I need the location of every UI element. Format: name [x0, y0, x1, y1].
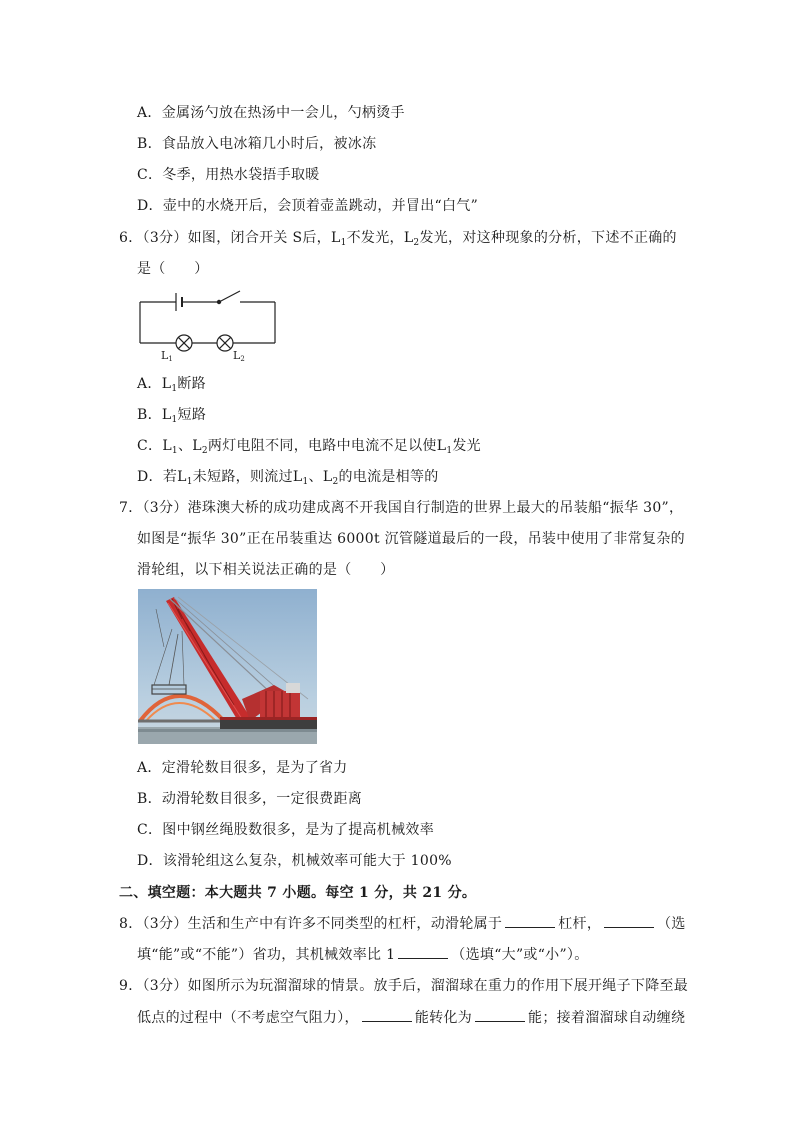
q7-option-c: C．图中钢丝绳股数很多，是为了提高机械效率 — [137, 822, 435, 838]
q7-stem-line3: 滑轮组，以下相关说法正确的是（ ） — [137, 562, 395, 578]
switch-blade — [219, 291, 240, 302]
q6-stem-line1: 6．（3分）如图，闭合开关 S后，$L_1$不发光，$L_2$发光，对这种现象的分析，下述不正确的 — [119, 230, 677, 248]
q7-stem-line2: 如图是“振华 30”正在吊装重达 6000t 沉管隧道最后的一段，吊装中使用了非常复杂的 — [137, 531, 685, 547]
label-l2: L2 — [233, 349, 245, 363]
q9-blank-1[interactable] — [362, 1009, 412, 1022]
q9-blank-2[interactable] — [475, 1009, 525, 1022]
label-l1: L1 — [161, 349, 173, 363]
q9-stem-line2: 低点的过程中（不考虑空气阻力）， 能转化为 能；接着溜溜球自动缠绕 — [137, 1010, 686, 1026]
q7-option-a: A．定滑轮数目很多，是为了省力 — [137, 760, 348, 776]
section-heading-fill-in: 二、填空题：本大题共 7 小题。每空 1 分，共 21 分。 — [119, 885, 477, 901]
q7-option-d: D．该滑轮组这么复杂，机械效率可能大于 100% — [137, 853, 452, 869]
q6-option-a: A．$L_1$断路 — [137, 376, 206, 394]
q6-option-d: D．若$L_1$未短路，则流过$L_1$、$L_2$的电流是相等的 — [137, 469, 439, 487]
q8-blank-1[interactable] — [505, 915, 555, 928]
q5-option-b: B．食品放入电冰箱几小时后，被冰冻 — [137, 136, 377, 152]
q9-stem-line1: 9．（3分）如图所示为玩溜溜球的情景。放手后，溜溜球在重力的作用下展开绳子下降至最 — [119, 978, 689, 994]
q8-blank-3[interactable] — [398, 946, 448, 959]
q6-option-b: B．$L_1$短路 — [137, 407, 207, 425]
q5-option-c: C．冬季，用热水袋捂手取暖 — [137, 167, 320, 183]
crane-ship-photo — [138, 589, 317, 744]
circuit-diagram — [136, 289, 281, 364]
q8-stem-line1: 8．（3分）生活和生产中有许多不同类型的杠杆，动滑轮属于 杠杆， （选 — [119, 916, 686, 932]
q5-option-a: A．金属汤勺放在热汤中一会儿，勺柄烫手 — [137, 105, 405, 121]
q6-stem-line2: 是（ ） — [137, 261, 209, 277]
q6-option-c: C．$L_1$、$L_2$两灯电阻不同，电路中电流不足以使$L_1$发光 — [137, 438, 481, 456]
q7-option-b: B．动滑轮数目很多，一定很费距离 — [137, 791, 363, 807]
q8-blank-2[interactable] — [604, 915, 654, 928]
q5-option-d: D．壶中的水烧开后，会顶着壶盖跳动，并冒出“白气” — [137, 198, 479, 214]
q7-stem-line1: 7．（3分）港珠澳大桥的成功建成离不开我国自行制造的世界上最大的吊装船“振华 30”， — [119, 500, 684, 516]
q8-stem-line2: 填“能”或“不能”）省功，其机械效率比 1 （选填“大”或“小”）。 — [137, 947, 589, 963]
